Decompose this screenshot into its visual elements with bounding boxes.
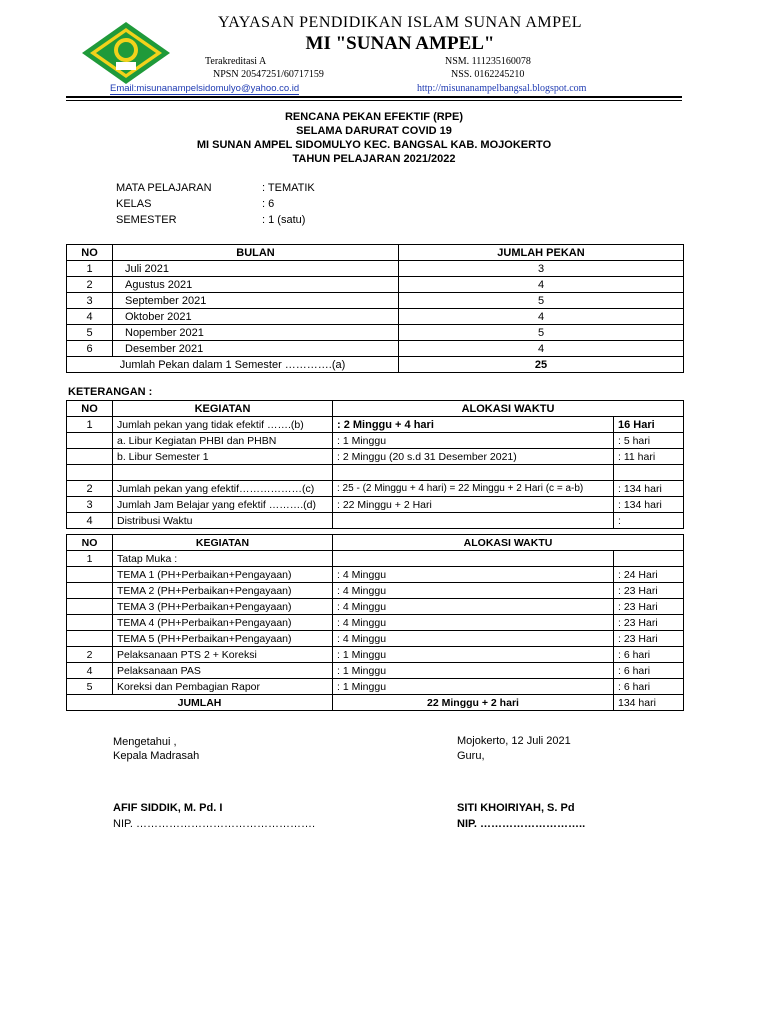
table-row <box>67 513 684 529</box>
row-days: : 23 Hari <box>614 599 684 615</box>
row-no <box>67 433 113 449</box>
table-row <box>67 631 684 647</box>
sign-left-line2: Kepala Madrasah <box>113 750 200 762</box>
row-activity: Tatap Muka : <box>113 551 333 567</box>
table-row <box>67 277 684 293</box>
row-days: : 6 hari <box>614 663 684 679</box>
row-no <box>67 465 113 481</box>
row-no <box>67 599 113 615</box>
col-header: JUMLAH PEKAN <box>399 245 684 261</box>
row-days: 16 Hari <box>614 417 684 433</box>
row-activity: Jumlah pekan yang tidak efektif …….(b) <box>113 417 333 433</box>
table-row <box>67 679 684 695</box>
row-activity: TEMA 1 (PH+Perbaikan+Pengayaan) <box>113 567 333 583</box>
row-no: 1 <box>67 417 113 433</box>
table-row <box>67 465 684 481</box>
row-month: Agustus 2021 <box>113 277 399 293</box>
total-row <box>67 695 684 711</box>
row-month: Nopember 2021 <box>113 325 399 341</box>
row-days: : 23 Hari <box>614 631 684 647</box>
table-header-row <box>67 245 684 261</box>
row-alloc: : 4 Minggu <box>333 583 614 599</box>
table-row <box>67 599 684 615</box>
row-month: Juli 2021 <box>113 261 399 277</box>
sign-left-nip: NIP. …………………………………………. <box>113 818 316 830</box>
row-alloc: : 2 Minggu + 4 hari <box>333 417 614 433</box>
row-days: : 23 Hari <box>614 583 684 599</box>
row-no: 2 <box>67 481 113 497</box>
doc-title-line4: TAHUN PELAJARAN 2021/2022 <box>292 153 456 165</box>
col-header: ALOKASI WAKTU <box>333 535 684 551</box>
table-row <box>67 551 684 567</box>
info-value: : 1 (satu) <box>262 214 306 226</box>
row-days <box>614 551 684 567</box>
row-no <box>67 631 113 647</box>
header-divider <box>66 96 682 101</box>
table-row <box>67 261 684 277</box>
row-no: 3 <box>67 293 113 309</box>
allocation-table <box>66 400 684 529</box>
table-row <box>67 481 684 497</box>
table-row <box>67 325 684 341</box>
row-activity: Koreksi dan Pembagian Rapor <box>113 679 333 695</box>
sign-right-name: SITI KHOIRIYAH, S. Pd <box>457 802 575 814</box>
table-row <box>67 647 684 663</box>
row-alloc: : 4 Minggu <box>333 615 614 631</box>
row-days: : 134 hari <box>614 481 684 497</box>
row-weeks: 4 <box>399 341 684 357</box>
email-link[interactable]: Email:misunanampelsidomulyo@yahoo.co.id <box>110 83 300 94</box>
sign-right-nip: NIP. ……………………….. <box>457 818 586 830</box>
info-label: SEMESTER <box>116 214 177 226</box>
info-value: : 6 <box>262 198 275 210</box>
weeks-table <box>66 244 684 373</box>
row-no: 2 <box>67 277 113 293</box>
row-month: September 2021 <box>113 293 399 309</box>
row-alloc: : 1 Minggu <box>333 647 614 663</box>
nss: NSS. 0162245210 <box>451 69 525 80</box>
col-header: NO <box>67 535 113 551</box>
school-name: MI "SUNAN AMPEL" <box>305 33 495 54</box>
row-alloc <box>333 513 614 529</box>
row-weeks: 4 <box>399 309 684 325</box>
row-alloc: : 2 Minggu (20 s.d 31 Desember 2021) <box>333 449 614 465</box>
sign-left-line1: Mengetahui , <box>113 736 177 748</box>
table-row <box>67 497 684 513</box>
row-activity: TEMA 3 (PH+Perbaikan+Pengayaan) <box>113 599 333 615</box>
table-row <box>67 417 684 433</box>
row-days: : 23 Hari <box>614 615 684 631</box>
row-month: Oktober 2021 <box>113 309 399 325</box>
total-label: JUMLAH <box>67 695 333 711</box>
row-weeks: 3 <box>399 261 684 277</box>
row-alloc: : 1 Minggu <box>333 679 614 695</box>
row-days: : <box>614 513 684 529</box>
table-row <box>67 567 684 583</box>
doc-title-line3: MI SUNAN AMPEL SIDOMULYO KEC. BANGSAL KAB. MOJOKERTO <box>196 139 552 151</box>
row-days: : 6 hari <box>614 679 684 695</box>
total-value: 25 <box>399 357 684 373</box>
row-alloc: : 1 Minggu <box>333 433 614 449</box>
row-no: 4 <box>67 663 113 679</box>
total-alloc: 22 Minggu + 2 hari <box>333 695 614 711</box>
row-days: : 5 hari <box>614 433 684 449</box>
row-alloc: : 1 Minggu <box>333 663 614 679</box>
doc-title-line2: SELAMA DARURAT COVID 19 <box>296 125 452 137</box>
foundation-name: YAYASAN PENDIDIKAN ISLAM SUNAN AMPEL <box>217 14 583 31</box>
keterangan-label: KETERANGAN : <box>68 386 153 398</box>
row-activity: Distribusi Waktu <box>113 513 333 529</box>
col-header: NO <box>67 245 113 261</box>
total-days: 134 hari <box>614 695 684 711</box>
info-value: : TEMATIK <box>262 182 315 194</box>
row-weeks: 5 <box>399 293 684 309</box>
row-no: 5 <box>67 679 113 695</box>
row-no: 1 <box>67 261 113 277</box>
row-no <box>67 567 113 583</box>
row-days <box>614 465 684 481</box>
table-header-row <box>67 401 684 417</box>
doc-title-line1: RENCANA PEKAN EFEKTIF (RPE) <box>284 111 464 123</box>
table-row <box>67 433 684 449</box>
row-no <box>67 615 113 631</box>
sign-right-line2: Guru, <box>457 750 485 762</box>
row-alloc: : 22 Minggu + 2 Hari <box>333 497 614 513</box>
row-alloc: : 25 - (2 Minggu + 4 hari) = 22 Minggu + 2 Hari (c = a-b) <box>333 481 614 497</box>
col-header: KEGIATAN <box>113 401 333 417</box>
col-header: KEGIATAN <box>113 535 333 551</box>
row-activity: Jumlah Jam Belajar yang efektif ……….(d) <box>113 497 333 513</box>
row-alloc <box>333 465 614 481</box>
row-days: : 24 Hari <box>614 567 684 583</box>
row-no: 4 <box>67 513 113 529</box>
row-month: Desember 2021 <box>113 341 399 357</box>
sign-left-name: AFIF SIDDIK, M. Pd. I <box>113 802 223 814</box>
table-row <box>67 341 684 357</box>
npsn: NPSN 20547251/60717159 <box>213 69 324 80</box>
row-no: 2 <box>67 647 113 663</box>
accreditation: Terakreditasi A <box>205 56 267 67</box>
row-alloc <box>333 551 614 567</box>
row-activity: TEMA 2 (PH+Perbaikan+Pengayaan) <box>113 583 333 599</box>
table-row <box>67 309 684 325</box>
row-activity <box>113 465 333 481</box>
row-no: 3 <box>67 497 113 513</box>
row-alloc: : 4 Minggu <box>333 599 614 615</box>
row-days: : 11 hari <box>614 449 684 465</box>
row-activity: TEMA 4 (PH+Perbaikan+Pengayaan) <box>113 615 333 631</box>
distribution-table <box>66 534 684 711</box>
row-weeks: 4 <box>399 277 684 293</box>
row-alloc: : 4 Minggu <box>333 631 614 647</box>
website-link[interactable]: http://misunanampelbangsal.blogspot.com <box>417 83 587 94</box>
row-activity: TEMA 5 (PH+Perbaikan+Pengayaan) <box>113 631 333 647</box>
col-header: NO <box>67 401 113 417</box>
table-header-row <box>67 535 684 551</box>
table-row <box>67 583 684 599</box>
row-days: : 6 hari <box>614 647 684 663</box>
sign-right-line1: Mojokerto, 12 Juli 2021 <box>457 735 571 747</box>
info-label: KELAS <box>116 198 152 210</box>
row-activity: Pelaksanaan PAS <box>113 663 333 679</box>
row-activity: b. Libur Semester 1 <box>113 449 333 465</box>
table-row <box>67 449 684 465</box>
row-activity: Pelaksanaan PTS 2 + Koreksi <box>113 647 333 663</box>
table-row <box>67 663 684 679</box>
row-activity: Jumlah pekan yang efektif………………(c) <box>113 481 333 497</box>
row-activity: a. Libur Kegiatan PHBI dan PHBN <box>113 433 333 449</box>
row-no: 6 <box>67 341 113 357</box>
row-no: 1 <box>67 551 113 567</box>
col-header: ALOKASI WAKTU <box>333 401 684 417</box>
row-no: 4 <box>67 309 113 325</box>
row-no <box>67 449 113 465</box>
table-row <box>67 293 684 309</box>
row-no: 5 <box>67 325 113 341</box>
col-header: BULAN <box>113 245 399 261</box>
total-label: Jumlah Pekan dalam 1 Semester ………….(a) <box>67 357 399 373</box>
row-alloc: : 4 Minggu <box>333 567 614 583</box>
nsm: NSM. 111235160078 <box>445 56 531 67</box>
info-label: MATA PELAJARAN <box>116 182 212 194</box>
row-days: : 134 hari <box>614 497 684 513</box>
total-row <box>67 357 684 373</box>
row-weeks: 5 <box>399 325 684 341</box>
table-row <box>67 615 684 631</box>
row-no <box>67 583 113 599</box>
